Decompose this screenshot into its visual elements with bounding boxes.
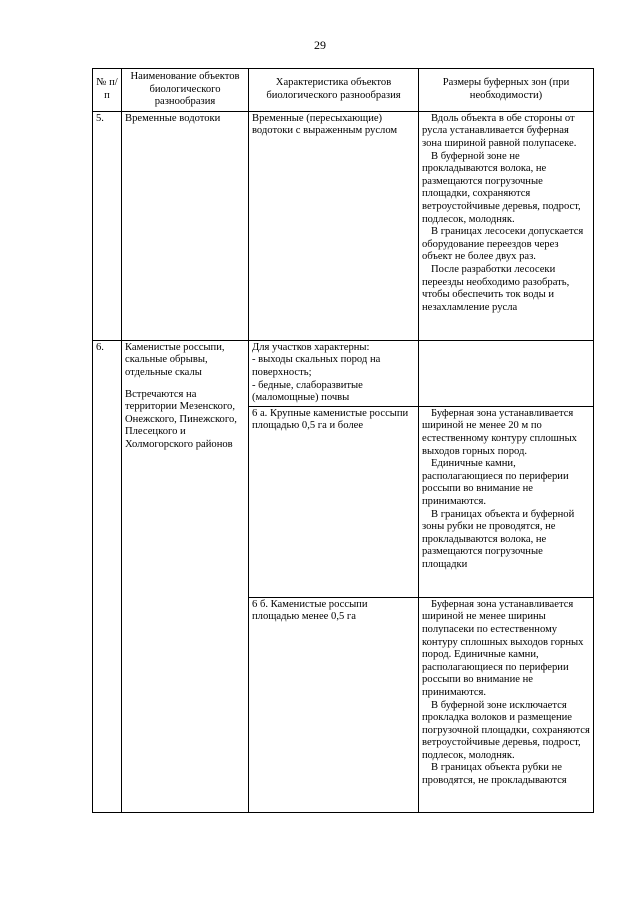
object-characteristic: Временные (пересыхающие) водотоки с выраженным руслом [249,111,419,340]
object-name [122,340,249,812]
buffer-description [419,111,594,340]
object-name: Временные водотоки [122,111,249,340]
object-characteristic: 6 б. Каменистые россыпи площадью менее 0,5 га [249,597,419,812]
object-distribution-note: Встречаются на территории Мезенского, Онежского, Пинежского, Плесецкого и Холмогорского районов [125,388,237,450]
buffer-paragraph: В буферной зоне исключается прокладка волоков и размещение погрузочной площадки, сохраняются ветроустойчивые деревья, подрост, подлесок, молодняк. [422,699,590,761]
buffer-description [419,597,594,812]
header-buffer-size: Размеры буферных зон (при необходимости) [419,69,594,112]
characteristic-line: - выходы скальных пород на поверхность; [252,354,381,378]
buffer-paragraph: После разработки лесосеки переезды необходимо разобрать, чтобы обеспечить ток воды и незахламление русла [422,263,570,313]
buffer-description-empty [419,340,594,406]
table-row [93,340,594,406]
header-characteristic: Характеристика объектов биологического разнообразия [249,69,419,112]
characteristic-line: Для участков характерны: [252,341,370,353]
header-object-name: Наименование объектов биологического разнообразия [122,69,249,112]
table-header-row [93,69,594,112]
buffer-paragraph: Единичные камни, располагающиеся по периферии россыпи во внимание не принимаются. [422,458,569,507]
characteristic-line: - бедные, слаборазвитые (маломощные) почвы [252,379,363,404]
buffer-paragraph: Буферная зона устанавливается шириной не менее ширины полупасеки по естественному контуру сплошных выходов горных пород. Единичные камни, располагающиеся по периферии россыпи во внимание не принимаются. [422,598,584,698]
page-number: 29 [314,38,326,52]
object-characteristic: 6 а. Крупные каменистые россыпи площадью 0,5 га и более [249,406,419,597]
buffer-zones-table [92,68,594,813]
buffer-paragraph: В буферной зоне не прокладываются волока, не размещаются погрузочные площадки, сохраняются ветроустойчивые деревья, подрост, подлесок, молодняк. [422,150,581,225]
object-characteristic [249,340,419,406]
buffer-paragraph: Вдоль объекта в обе стороны от русла устанавливается буферная зона шириной равной полупасеке. [422,112,577,149]
row-number: 6. [93,340,122,812]
buffer-description [419,406,594,597]
table-row [93,111,594,340]
header-number: № п/п [93,69,122,112]
buffer-paragraph: В границах лесосеки допускается оборудование переездов через объект не более двух раз. [422,226,584,263]
buffer-paragraph: В границах объекта и буферной зоны рубки не проводятся, не прокладываются волока, не размещаются погрузочные площадки [422,508,575,570]
row-number: 5. [93,111,122,340]
object-name-text: Каменистые россыпи, скальные обрывы, отдельные скалы [125,341,225,378]
buffer-paragraph: Буферная зона устанавливается шириной не менее 20 м по естественному контуру сплошных выходов горных пород. [422,407,577,457]
buffer-paragraph: В границах объекта рубки не проводятся, не прокладываются [422,762,567,787]
